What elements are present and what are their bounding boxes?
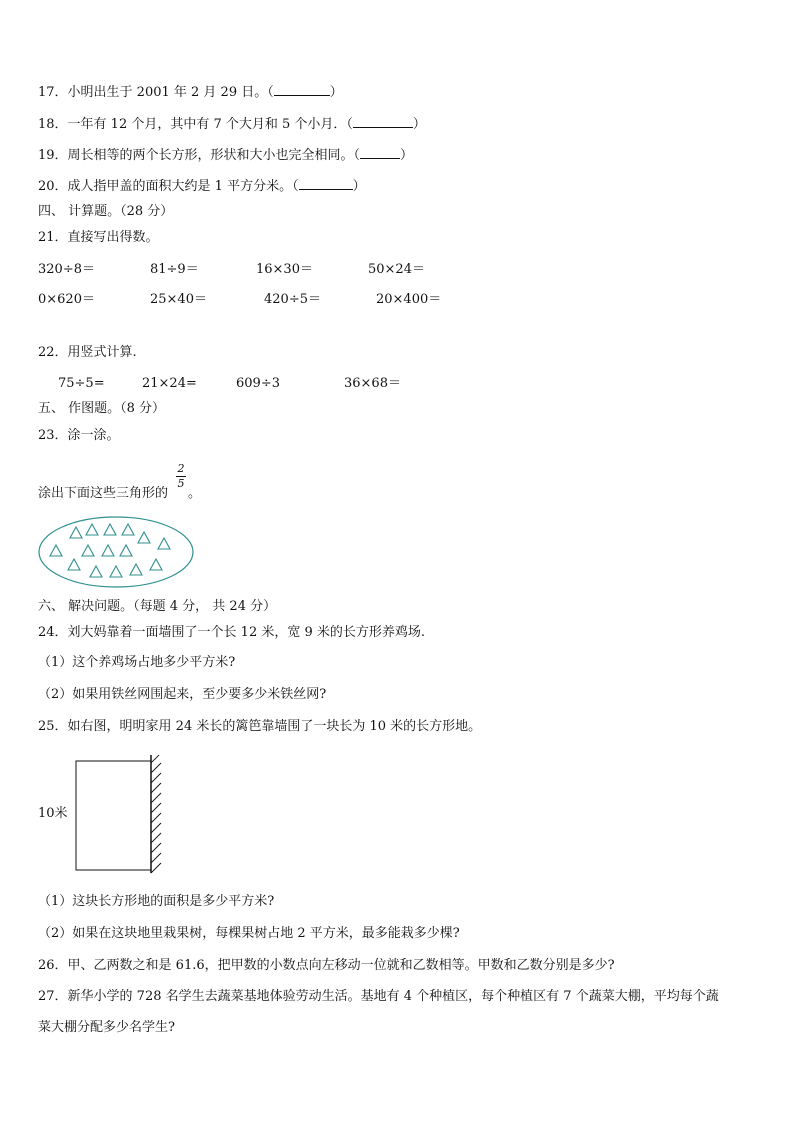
question-20 <box>38 177 366 196</box>
triangle-shape[interactable] <box>130 564 142 575</box>
calc-item: 50×24＝ <box>368 262 425 277</box>
calc-item: 75÷5= <box>58 376 105 391</box>
calc-item: 21×24= <box>142 376 197 391</box>
triangle-shape[interactable] <box>120 545 132 556</box>
question-18-suffix: ） <box>412 117 426 132</box>
question-25-sub1: （1）这块长方形地的面积是多少平方米? <box>38 894 275 909</box>
question-23-instruction <box>38 485 168 503</box>
answer-blank[interactable] <box>274 83 330 96</box>
section-5-heading: 五、 作图题。（8 分） <box>38 401 166 416</box>
question-19 <box>38 146 413 165</box>
question-19-text: 19．周长相等的两个长方形，形状和大小也完全相同。（ <box>38 148 361 163</box>
question-21-title: 21．直接写出得数。 <box>38 230 159 245</box>
question-24-sub1: （1）这个养鸡场占地多少平方米? <box>38 655 236 670</box>
section-6-heading: 六、 解决问题。（每题 4 分， 共 24 分） <box>38 599 277 614</box>
calc-item: 25×40＝ <box>150 292 207 307</box>
triangle-shape[interactable] <box>138 532 150 543</box>
answer-blank[interactable] <box>299 177 353 190</box>
question-24-title: 24．刘大妈靠着一面墙围了一个长 12 米，宽 9 米的长方形养鸡场. <box>38 625 426 640</box>
figure-label-10m: 10米 <box>38 806 68 821</box>
wall-hatching <box>151 755 161 873</box>
triangle-ellipse-figure <box>36 514 206 590</box>
rectangle-plot <box>76 761 151 870</box>
question-25-sub2: （2）如果在这块地里栽果树，每棵果树占地 2 平方米，最多能栽多少棵? <box>38 926 460 941</box>
fraction-numerator: 2 <box>177 462 185 475</box>
question-24-sub2: （2）如果用铁丝网围起来，至少要多少米铁丝网? <box>38 687 327 702</box>
triangle-shape[interactable] <box>82 545 94 556</box>
question-27-line1: 27．新华小学的 728 名学生去蔬菜基地体验劳动生活。基地有 4 个种植区，每个种植区有 7 个蔬菜大棚，平均每个蔬 <box>38 989 719 1004</box>
question-20-suffix: ） <box>352 179 366 194</box>
triangle-shape[interactable] <box>90 566 102 577</box>
question-19-suffix: ） <box>400 148 414 163</box>
triangle-shape[interactable] <box>50 545 62 556</box>
question-27-line2: 菜大棚分配多少名学生? <box>38 1020 175 1035</box>
calc-item: 36×68＝ <box>344 376 401 391</box>
question-17 <box>38 83 343 102</box>
triangle-shape[interactable] <box>122 524 134 535</box>
fraction-two-fifths <box>176 463 186 490</box>
triangle-shape[interactable] <box>70 527 82 538</box>
fraction-denominator: 5 <box>177 477 185 490</box>
question-18 <box>38 115 426 134</box>
rectangle-wall-figure <box>70 755 170 875</box>
section-4-heading: 四、 计算题。（28 分） <box>38 204 174 219</box>
calc-item: 609÷3 <box>236 376 280 391</box>
calc-item: 20×400＝ <box>376 292 442 307</box>
answer-blank[interactable] <box>353 115 413 128</box>
calc-item: 81÷9＝ <box>150 262 199 277</box>
question-22-title: 22．用竖式计算. <box>38 345 137 360</box>
calc-item: 16×30＝ <box>256 262 313 277</box>
triangle-shape[interactable] <box>104 524 116 535</box>
triangle-shape[interactable] <box>86 524 98 535</box>
instruction-period: 。 <box>188 486 202 501</box>
question-20-text: 20．成人指甲盖的面积大约是 1 平方分米。（ <box>38 179 299 194</box>
calc-item: 420÷5＝ <box>264 292 321 307</box>
triangle-shape[interactable] <box>68 559 80 570</box>
question-25-title: 25．如右图，明明家用 24 米长的篱笆靠墙围了一块长为 10 米的长方形地。 <box>38 719 482 734</box>
calc-item: 320÷8＝ <box>38 262 95 277</box>
answer-blank[interactable] <box>360 146 400 159</box>
triangle-shape[interactable] <box>158 538 170 549</box>
question-18-text: 18．一年有 12 个月，其中有 7 个大月和 5 个小月．（ <box>38 117 353 132</box>
triangle-shape[interactable] <box>150 559 162 570</box>
instruction-text: 涂出下面这些三角形的 <box>38 486 169 501</box>
calc-item: 0×620＝ <box>38 292 95 307</box>
question-17-text: 17．小明出生于 2001 年 2 月 29 日。（ <box>38 85 274 100</box>
question-17-suffix: ） <box>329 85 343 100</box>
question-26: 26．甲、乙两数之和是 61.6，把甲数的小数点向左移动一位就和乙数相等。甲数和乙数分别是多少? <box>38 958 615 973</box>
triangle-shape[interactable] <box>110 566 122 577</box>
triangle-shape[interactable] <box>102 545 114 556</box>
question-23-title: 23．涂一涂。 <box>38 428 120 443</box>
